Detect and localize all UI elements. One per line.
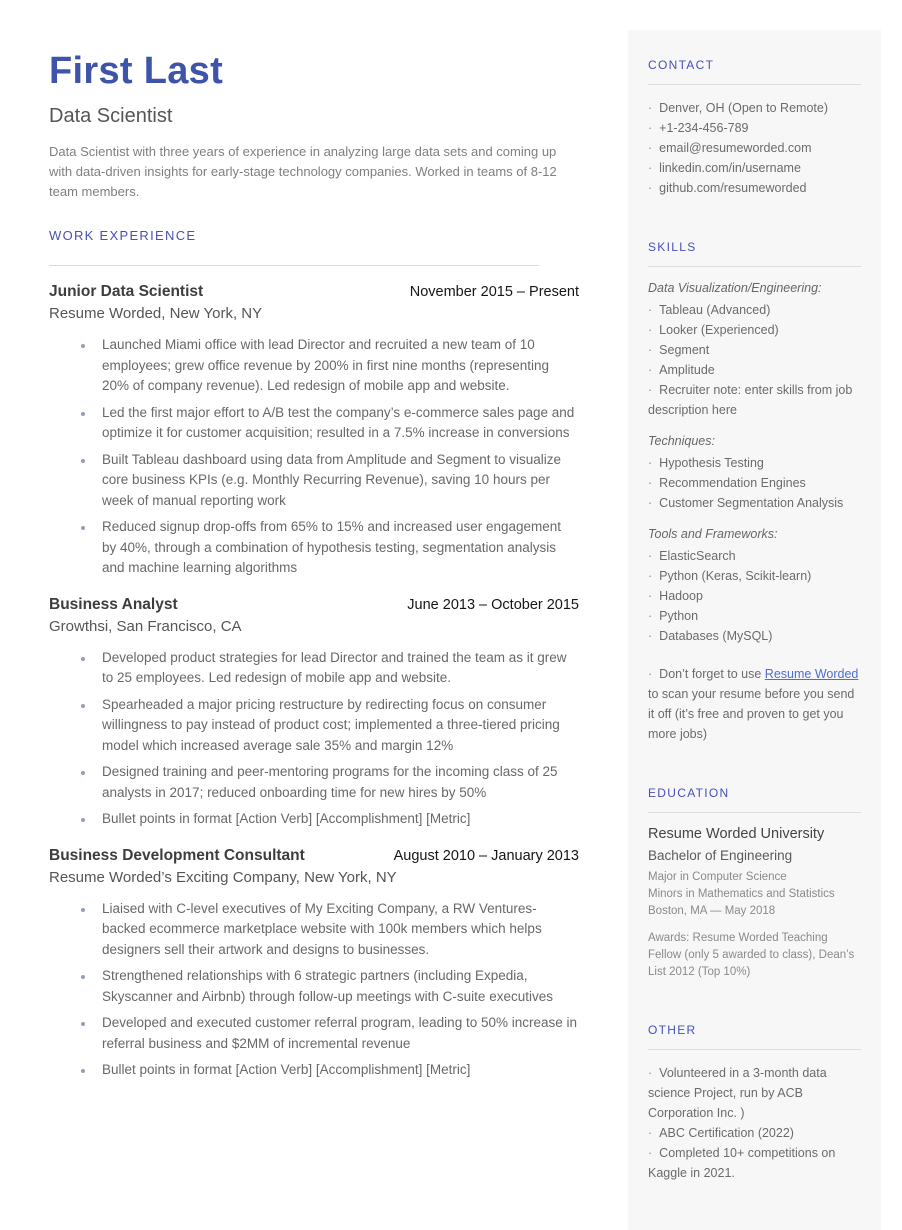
bullet-point: • Liaised with C-level executives of My Exciting Company, a RW Ventures-backed ecommerce marketplace website with 100k members which helps designers sell their artwork and designs to businesses. (95, 899, 579, 961)
job-entry (49, 847, 579, 1081)
education-section (648, 786, 861, 981)
education-heading: EDUCATION (648, 786, 861, 813)
work-experience-section (49, 228, 579, 1081)
education-awards: Awards: Resume Worded Teaching Fellow (only 5 awarded to class), Dean’s List 2012 (Top 10%) (648, 932, 855, 978)
skills-section (648, 240, 861, 744)
education-location-date: Boston, MA — May 2018 (648, 905, 776, 917)
contact-email: · email@resumeworded.com (648, 138, 861, 158)
skill-item: · Segment (648, 340, 861, 360)
contact-section (648, 58, 861, 198)
job-dates: November 2015 – Present (409, 284, 579, 300)
resume-worded-note (648, 664, 861, 744)
bullet-point: • Led the first major effort to A/B test the company’s e-commerce sales page and optimize it for customer acquisition; resulted in a 7.5% increase in conversions (95, 403, 579, 444)
other-item: · ABC Certification (2022) (648, 1123, 861, 1143)
skills-heading: SKILLS (648, 240, 861, 267)
bullet-point: • Bullet points in format [Action Verb] [Accomplishment] [Metric] (95, 1060, 579, 1081)
education-minors: Minors in Mathematics and Statistics (648, 888, 835, 900)
skill-item: · Tableau (Advanced) (648, 300, 861, 320)
job-dates: August 2010 – January 2013 (393, 847, 579, 864)
education-school: Resume Worded University (648, 826, 825, 842)
bullet-point: • Developed product strategies for lead Director and trained the team as it grew to 25 employees. Led redesign of mobile app and website. (95, 648, 579, 689)
skill-item: · Hadoop (648, 586, 861, 606)
summary-text: Data Scientist with three years of experience in analyzing large data sets and coming up with data-driven insights for early-stage technology companies. Worked in teams of 8-12 team members. (49, 144, 557, 199)
resume-worded-link[interactable]: Resume Worded (764, 667, 859, 681)
skill-item: · Recruiter note: enter skills from job description here (648, 380, 861, 420)
skill-item: · Amplitude (648, 360, 861, 380)
bullet-list (49, 648, 579, 830)
contact-heading: CONTACT (648, 58, 861, 85)
job-entry (49, 283, 579, 579)
skill-item: · Looker (Experienced) (648, 320, 861, 340)
skill-item: · Python (Keras, Scikit-learn) (648, 566, 861, 586)
skill-item: · Recommendation Engines (648, 473, 861, 493)
other-section (648, 1023, 861, 1183)
job-company: Resume Worded’s Exciting Company, New York, NY (49, 868, 397, 886)
job-company: Resume Worded, New York, NY (49, 305, 263, 322)
note-text-pre: Don’t forget to use (659, 667, 765, 681)
bullet-point: • Strengthened relationships with 6 strategic partners (including Expedia, Skyscanner and Airbnb) through follow-up meetings with C-suite executives (95, 966, 579, 1007)
education-major: Major in Computer Science (648, 871, 787, 883)
skill-group-label: Tools and Frameworks: (648, 527, 778, 541)
skill-item: · Customer Segmentation Analysis (648, 493, 861, 513)
skill-item: · Hypothesis Testing (648, 453, 861, 473)
skill-item: · Databases (MySQL) (648, 626, 861, 646)
bullet-point: • Spearheaded a major pricing restructure by redirecting focus on consumer willingness to pay instead of product cost; implemented a three-tiered pricing model which increased average sale 35% and margin 12% (95, 695, 579, 757)
skill-item: · ElasticSearch (648, 546, 861, 566)
skill-group (648, 434, 861, 513)
job-header (49, 283, 579, 301)
bullet-point: • Built Tableau dashboard using data from Amplitude and Segment to visualize core business KPIs (e.g. Monthly Recurring Revenue), saving 10 hours per week of manual reporting work (95, 450, 579, 512)
job-entry (49, 596, 579, 830)
job-title: Business Development Consultant (49, 846, 305, 864)
bullet-list (49, 335, 579, 579)
skill-group-label: Techniques: (648, 434, 715, 448)
skill-group (648, 527, 861, 646)
skill-item: · Python (648, 606, 861, 626)
job-title: Business Analyst (49, 595, 178, 613)
work-experience-heading: WORK EXPERIENCE (49, 228, 197, 243)
job-dates: June 2013 – October 2015 (407, 596, 579, 613)
job-company: Growthsi, San Francisco, CA (49, 617, 242, 635)
bullet-point: • Launched Miami office with lead Director and recruited a new team of 10 employees; grew office revenue by 200% in first nine months (representing 20% of company revenue). Led redesign of mobile app and website. (95, 335, 579, 397)
contact-phone: · +1-234-456-789 (648, 118, 861, 138)
bullet-point: • Reduced signup drop-offs from 65% to 15% and increased user engagement by 40%, through a combination of hypothesis testing, segmentation analysis and machine learning algorithms (95, 517, 579, 579)
person-headline: Data Scientist (49, 105, 173, 127)
contact-location: · Denver, OH (Open to Remote) (648, 98, 861, 118)
contact-github: · github.com/resumeworded (648, 178, 861, 198)
contact-linkedin: · linkedin.com/in/username (648, 158, 861, 178)
job-header (49, 847, 579, 865)
bullet-list (49, 899, 579, 1081)
section-divider (49, 265, 539, 266)
other-item: · Volunteered in a 3-month data science Project, run by ACB Corporation Inc. ) (648, 1063, 861, 1123)
sidebar (628, 30, 881, 1230)
skill-group-label: Data Visualization/Engineering: (648, 281, 822, 295)
other-heading: OTHER (648, 1023, 861, 1050)
bullet-point: • Developed and executed customer referral program, leading to 50% increase in referral business and $2MM of incremental revenue (95, 1013, 579, 1054)
note-text-post: to scan your resume before you send it off (it’s free and proven to get you more jobs) (648, 687, 855, 741)
bullet-point: • Bullet points in format [Action Verb] [Accomplishment] [Metric] (95, 809, 579, 830)
job-title: Junior Data Scientist (49, 283, 204, 300)
skill-group (648, 281, 861, 420)
person-name: First Last (49, 50, 224, 92)
education-degree: Bachelor of Engineering (648, 848, 793, 863)
main-column (49, 50, 579, 1087)
other-item: · Completed 10+ competitions on Kaggle in 2021. (648, 1143, 861, 1183)
bullet-point: • Designed training and peer-mentoring programs for the incoming class of 25 analysts in 2017; reduced onboarding time for new hires by 50% (95, 762, 579, 803)
job-header (49, 596, 579, 614)
